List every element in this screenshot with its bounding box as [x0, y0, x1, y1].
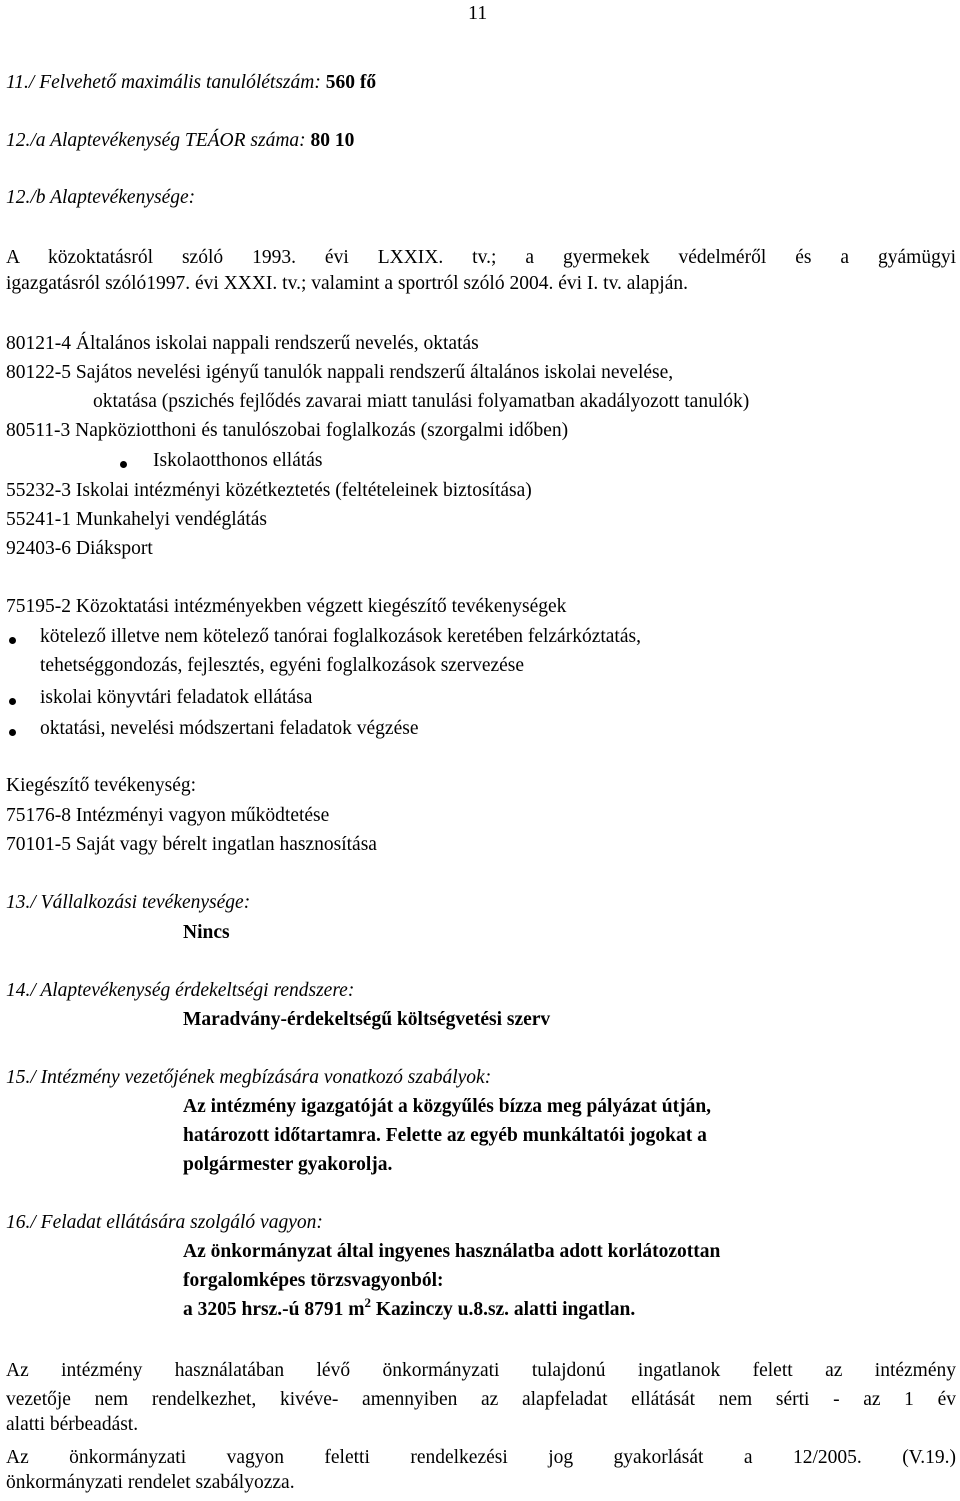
bullet-icon [120, 461, 127, 468]
section-15-line-3: polgármester gyakorolja. [183, 1154, 393, 1175]
section-12a-value: 80 10 [310, 130, 355, 151]
complementary-item-1: 75176-8 Intézményi vagyon működtetése [6, 805, 330, 826]
legal-line-2: igazgatásról szóló1997. évi XXXI. tv.; valamint a sportról szóló 2004. évi I. tv. alapján. [6, 273, 688, 294]
section-16-line-3 [183, 1295, 636, 1321]
bullet-icon [9, 637, 16, 644]
paragraph-2-line-1: Az önkormányzati vagyon feletti rendelkezési jog gyakorlását a 12/2005. (V.19.) [6, 1447, 956, 1468]
section-12a [6, 130, 354, 152]
activity-4: 55232-3 Iskolai intézményi közétkeztetés (feltételeinek biztosítása) [6, 480, 532, 501]
section-16-line-3b: Kazinczy u.8.sz. alatti ingatlan. [370, 1299, 636, 1320]
section-15-line-1: Az intézmény igazgatóját a közgyűlés bízza meg pályázat útján, [183, 1096, 712, 1117]
activity-3: 80511-3 Napköziotthoni és tanulószobai foglalkozás (szorgalmi időben) [6, 420, 569, 441]
legal-line-1: A közoktatásról szóló 1993. évi LXXIX. tv.; a gyermekek védelméről és a gyámügyi [6, 247, 956, 268]
section-13-label: 13./ Vállalkozási tevékenysége: [6, 892, 251, 913]
supplementary-item-2: iskolai könyvtári feladatok ellátása [40, 687, 313, 708]
section-14-label: 14./ Alaptevékenység érdekeltségi rendszere: [6, 980, 355, 1001]
section-11-label: 11./ Felvehető maximális tanulólétszám: [6, 72, 321, 93]
bullet-icon [9, 698, 16, 705]
section-16-line-2: forgalomképes törzsvagyonból: [183, 1270, 444, 1291]
activity-1: 80121-4 Általános iskolai nappali rendszerű nevelés, oktatás [6, 333, 479, 354]
paragraph-1-line-1: Az intézmény használatában lévő önkormányzati tulajdonú ingatlanok felett az intézmény [6, 1360, 956, 1381]
section-12b-label: 12./b Alaptevékenysége: [6, 187, 196, 208]
paragraph-2-line-2: önkormányzati rendelet szabályozza. [6, 1472, 295, 1493]
section-11 [6, 72, 376, 94]
section-16-line-3a: a 3205 hrsz.-ú 8791 m [183, 1299, 365, 1320]
supplementary-item-1: kötelező illetve nem kötelező tanórai foglalkozások keretében felzárkóztatás, [40, 626, 641, 647]
supplementary-item-1-cont: tehetséggondozás, fejlesztés, egyéni foglalkozások szervezése [40, 655, 525, 676]
bullet-icon [9, 729, 16, 736]
activity-3-sub: Iskolaotthonos ellátás [153, 450, 323, 471]
section-15-label: 15./ Intézmény vezetőjének megbízására vonatkozó szabályok: [6, 1067, 492, 1088]
paragraph-1-line-2: vezetője nem rendelkezhet, kivéve- amennyiben az alapfeladat ellátását nem sérti - az 1 év [6, 1389, 956, 1410]
supplementary-heading: 75195-2 Közoktatási intézményekben végzett kiegészítő tevékenységek [6, 596, 567, 617]
activity-2-cont: oktatása (pszichés fejlődés zavarai miatt tanulási folyamatban akadályozott tanulók) [93, 391, 750, 412]
superscript: 2 [364, 1295, 371, 1310]
paragraph-1-line-3: alatti bérbeadást. [6, 1414, 139, 1435]
page-number: 11 [468, 2, 488, 24]
section-15-line-2: határozott időtartamra. Felette az egyéb munkáltatói jogokat a [183, 1125, 707, 1146]
section-11-value: 560 fő [325, 72, 377, 93]
complementary-heading: Kiegészítő tevékenység: [6, 775, 197, 796]
section-16-line-1: Az önkormányzat által ingyenes használatba adott korlátozottan [183, 1241, 721, 1262]
section-12a-label: 12./a Alaptevékenység TEÁOR száma: [6, 130, 306, 151]
complementary-item-2: 70101-5 Saját vagy bérelt ingatlan hasznosítása [6, 834, 377, 855]
supplementary-item-3: oktatási, nevelési módszertani feladatok végzése [40, 718, 419, 739]
section-14-value: Maradvány-érdekeltségű költségvetési szerv [183, 1009, 551, 1030]
section-16-label: 16./ Feladat ellátására szolgáló vagyon: [6, 1212, 323, 1233]
activity-2: 80122-5 Sajátos nevelési igényű tanulók nappali rendszerű általános iskolai nevelése, [6, 362, 674, 383]
activity-5: 55241-1 Munkahelyi vendéglátás [6, 509, 268, 530]
section-13-value: Nincs [183, 922, 230, 943]
activity-6: 92403-6 Diáksport [6, 538, 153, 559]
